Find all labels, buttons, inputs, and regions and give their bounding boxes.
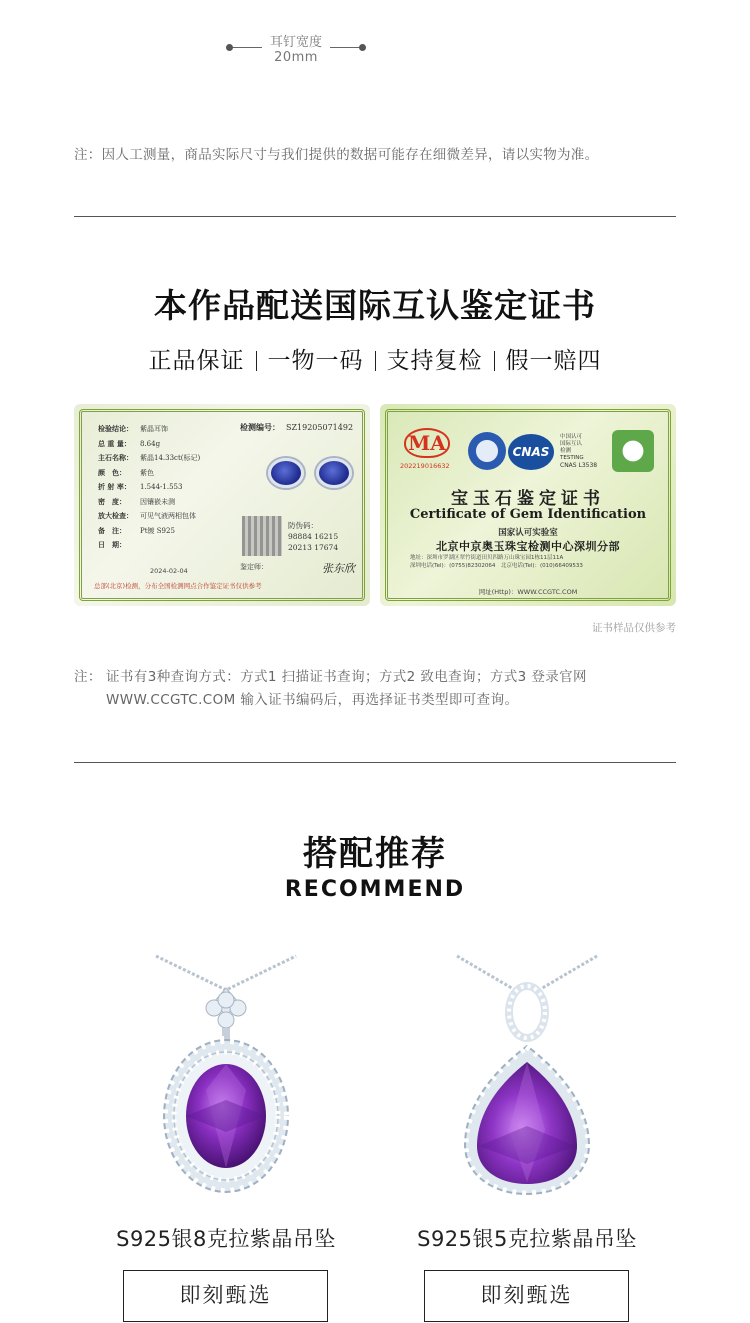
cnas-number: CNAS L3538 [560,462,598,469]
tag-separator [375,351,376,371]
certificate-website: 网址(Http)：WWW.CCGTC.COM [478,588,578,596]
earring-stud-right [316,458,352,488]
cnas-logo-icon: CNAS [508,434,554,470]
certificate-caption: 证书样品仅供参考 [592,622,676,634]
divider [74,762,676,763]
query-note-text: 证书有3种查询方式：方式1 扫描证书查询；方式2 致电查询；方式3 登录官网 WWW.CCGTC.COM 输入证书编码后，再选择证书类型即可查询。 [106,669,587,708]
tag-separator [256,351,257,371]
report-row: 密 度： 因镶嵌未测 [98,496,175,506]
appraiser-signature: 张东欣 [322,562,355,575]
certificate-image-report [74,404,370,606]
product-name: S925银8克拉紫晶吊坠 [116,1227,336,1251]
certificate-address: 地址：深圳市罗湖区翠竹街道田贝四路万山珠宝园1栋11层11A 深圳电话(Tel)：(0755)82302064 北京电话(Tel)：(010)66409533 [410,555,583,569]
report-row: 放大检查： 可见气液两相包体 [98,511,196,520]
ilac-logo-icon [468,432,506,470]
oval-pendant-image [96,950,356,1210]
tag-authentic: 正品保证 [148,348,245,374]
report-row: 折 射 率： 1.544-1.553 [98,482,183,491]
certificate-image-cover [380,404,676,606]
tag-recheck: 支持复检 [386,348,483,374]
qr-code-icon [242,516,282,556]
cnas-text: 中国认可 国际互认 检测 TESTING [560,434,584,461]
select-now-button[interactable]: 即刻甄选 [123,1270,328,1322]
cma-logo-icon: MA [404,428,450,458]
anti-fake-code: 防伪码： 98884 16215 20213 17674 [288,521,339,552]
recommend-subtitle: RECOMMEND [284,877,466,902]
select-now-button[interactable]: 即刻甄选 [424,1270,629,1322]
product-name: S925银5克拉紫晶吊坠 [417,1227,637,1251]
report-row: 主石名称： 紫晶14.33ct(标记) [98,453,201,462]
gtc-logo-icon [612,430,654,472]
report-rows [98,422,238,553]
appraiser-label: 鉴定师： [240,563,268,571]
query-note [74,666,684,712]
test-number: 检测编号： SZ19205071492 [240,422,354,432]
report-row: 日 期： [98,540,126,549]
earring-photo [260,454,360,496]
report-row: 颜 色： 紫色 [98,467,154,477]
measure-note: 注：因人工测量，商品实际尺寸与我们提供的数据可能存在细微差异，请以实物为准。 [74,147,599,163]
report-footer: 总部(北京)检测，分布全国检测网点合作鉴定证书仅供参考 [94,582,262,590]
pear-pendant-image [397,950,657,1210]
report-row: 总 重 量： 8.64g [98,438,161,448]
report-row: 检验结论： 紫晶耳饰 [98,424,168,433]
certificate-cover-title: 宝玉石鉴定证书 [451,489,605,509]
certificate-title: 本作品配送国际互认鉴定证书 [154,286,596,325]
certificate-tags [0,342,750,375]
certificate-lab-line: 国家认可实验室 [498,528,558,538]
measure-title: 耳钉宽度 [269,35,322,50]
product-card[interactable] [96,950,356,1323]
query-note-prefix: 注： [74,669,102,685]
measure-value: 20mm [274,50,318,65]
earring-stud-left [268,458,304,488]
report-row: 备 注： Pt镀 S925 [98,525,175,535]
tag-one-code: 一物一码 [267,348,364,374]
divider [74,216,676,217]
report-date: 2024-02-04 [150,567,188,575]
measurement-label [228,30,364,70]
certificate-lab-name: 北京中京奥玉珠宝检测中心深圳分部 [436,540,620,553]
tag-separator [494,351,495,371]
cma-number: 202219016632 [400,462,450,470]
tag-guarantee: 假一赔四 [505,348,602,374]
certificate-cover-title-en: Certificate of Gem Identification [409,507,647,522]
product-card[interactable] [397,950,657,1323]
recommend-title: 搭配推荐 [303,834,447,874]
